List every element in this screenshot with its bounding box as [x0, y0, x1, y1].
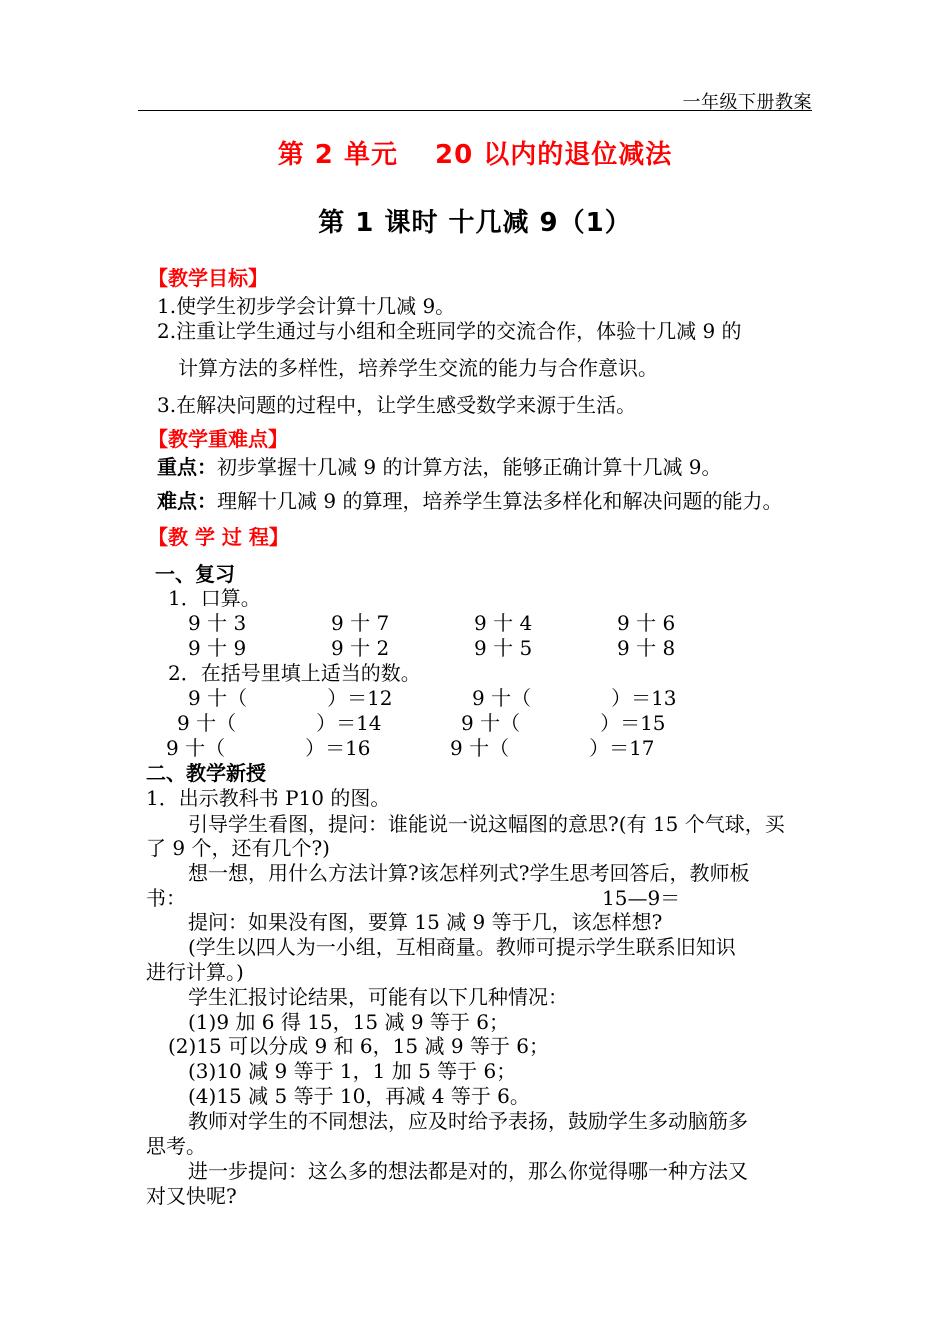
- lesson-line: (4)15 减 5 等于 10，再减 4 等于 6。: [188, 1084, 530, 1108]
- board-equation: 15—9＝: [602, 886, 681, 910]
- focus-label: 重点：: [157, 455, 217, 479]
- calc-item: 9 十 6: [617, 611, 676, 635]
- key-points-heading: 【教学重难点】: [148, 427, 288, 451]
- calc-item: 9 十 3: [188, 611, 247, 635]
- fill-item: 9 十（ ）＝15: [461, 711, 666, 735]
- lesson-line: 想一想，用什么方法计算?该怎样列式?学生思考回答后，教师板: [188, 861, 750, 885]
- objective-item: 计算方法的多样性，培养学生交流的能力与合作意识。: [178, 356, 658, 380]
- focus-text: 初步掌握十几减 9 的计算方法，能够正确计算十几减 9。: [217, 455, 722, 479]
- unit-title: 第 2 单元 20 以内的退位减法: [277, 140, 673, 170]
- new-lesson-heading: 二、教学新授: [146, 761, 266, 785]
- lesson-line: 学生汇报讨论结果，可能有以下几种情况：: [188, 985, 568, 1009]
- calc-item: 9 十 8: [617, 636, 676, 660]
- objectives-heading: 【教学目标】: [148, 266, 268, 290]
- lesson-line: 进一步提问：这么多的想法都是对的，那么你觉得哪一种方法又: [188, 1159, 748, 1183]
- lesson-line: 进行计算。): [146, 960, 244, 984]
- review-heading: 一、复习: [155, 562, 235, 586]
- lesson-line: (2)15 可以分成 9 和 6，15 减 9 等于 6；: [168, 1034, 549, 1058]
- lesson-line: (1)9 加 6 得 15，15 减 9 等于 6；: [188, 1010, 509, 1034]
- calc-item: 9 十 5: [474, 636, 533, 660]
- fill-item: 9 十（ ）＝14: [177, 711, 382, 735]
- objective-item: 3.在解决问题的过程中，让学生感受数学来源于生活。: [157, 393, 637, 417]
- header-label: 一年级下册教案: [682, 92, 812, 113]
- lesson-line: 提问：如果没有图，要算 15 减 9 等于几，该怎样想?: [188, 910, 663, 934]
- focus-line: [157, 455, 722, 479]
- fill-item: 9 十（ ）＝17: [450, 736, 655, 760]
- lesson-line: 了 9 个，还有几个?): [146, 836, 330, 860]
- lesson-line: 书：: [146, 886, 186, 910]
- lesson-line: 引导学生看图，提问：谁能说一说这幅图的意思?(有 15 个气球，买: [188, 812, 785, 836]
- header-rule: [138, 110, 812, 111]
- difficulty-text: 理解十几减 9 的算理，培养学生算法多样化和解决问题的能力。: [217, 489, 783, 513]
- fill-item: 9 十（ ）＝12: [188, 686, 393, 710]
- calc-item: 9 十 4: [474, 611, 533, 635]
- difficulty-label: 难点：: [157, 489, 217, 513]
- objective-item: 1.使学生初步学会计算十几减 9。: [157, 294, 456, 318]
- lesson-line: 对又快呢?: [146, 1184, 237, 1208]
- review-q2: 2．在括号里填上适当的数。: [168, 661, 421, 685]
- calc-item: 9 十 9: [188, 636, 247, 660]
- lesson-line: (学生以四人为一小组，互相商量。教师可提示学生联系旧知识: [188, 935, 736, 959]
- calc-item: 9 十 2: [331, 636, 390, 660]
- calc-item: 9 十 7: [331, 611, 390, 635]
- lesson-title: 第 1 课时 十几减 9（1）: [318, 208, 632, 238]
- lesson-line: 1．出示教科书 P10 的图。: [146, 786, 391, 810]
- fill-item: 9 十（ ）＝13: [472, 686, 677, 710]
- lesson-line: (3)10 减 9 等于 1，1 加 5 等于 6；: [188, 1059, 517, 1083]
- fill-item: 9 十（ ）＝16: [166, 736, 371, 760]
- objective-item: 2.注重让学生通过与小组和全班同学的交流合作，体验十几减 9 的: [157, 319, 742, 343]
- process-heading: 【教 学 过 程】: [148, 525, 289, 549]
- lesson-line: 教师对学生的不同想法，应及时给予表扬，鼓励学生多动脑筋多: [188, 1109, 748, 1133]
- lesson-line: 思考。: [146, 1134, 206, 1158]
- review-q1: 1．口算。: [168, 586, 261, 610]
- difficulty-line: [157, 489, 782, 513]
